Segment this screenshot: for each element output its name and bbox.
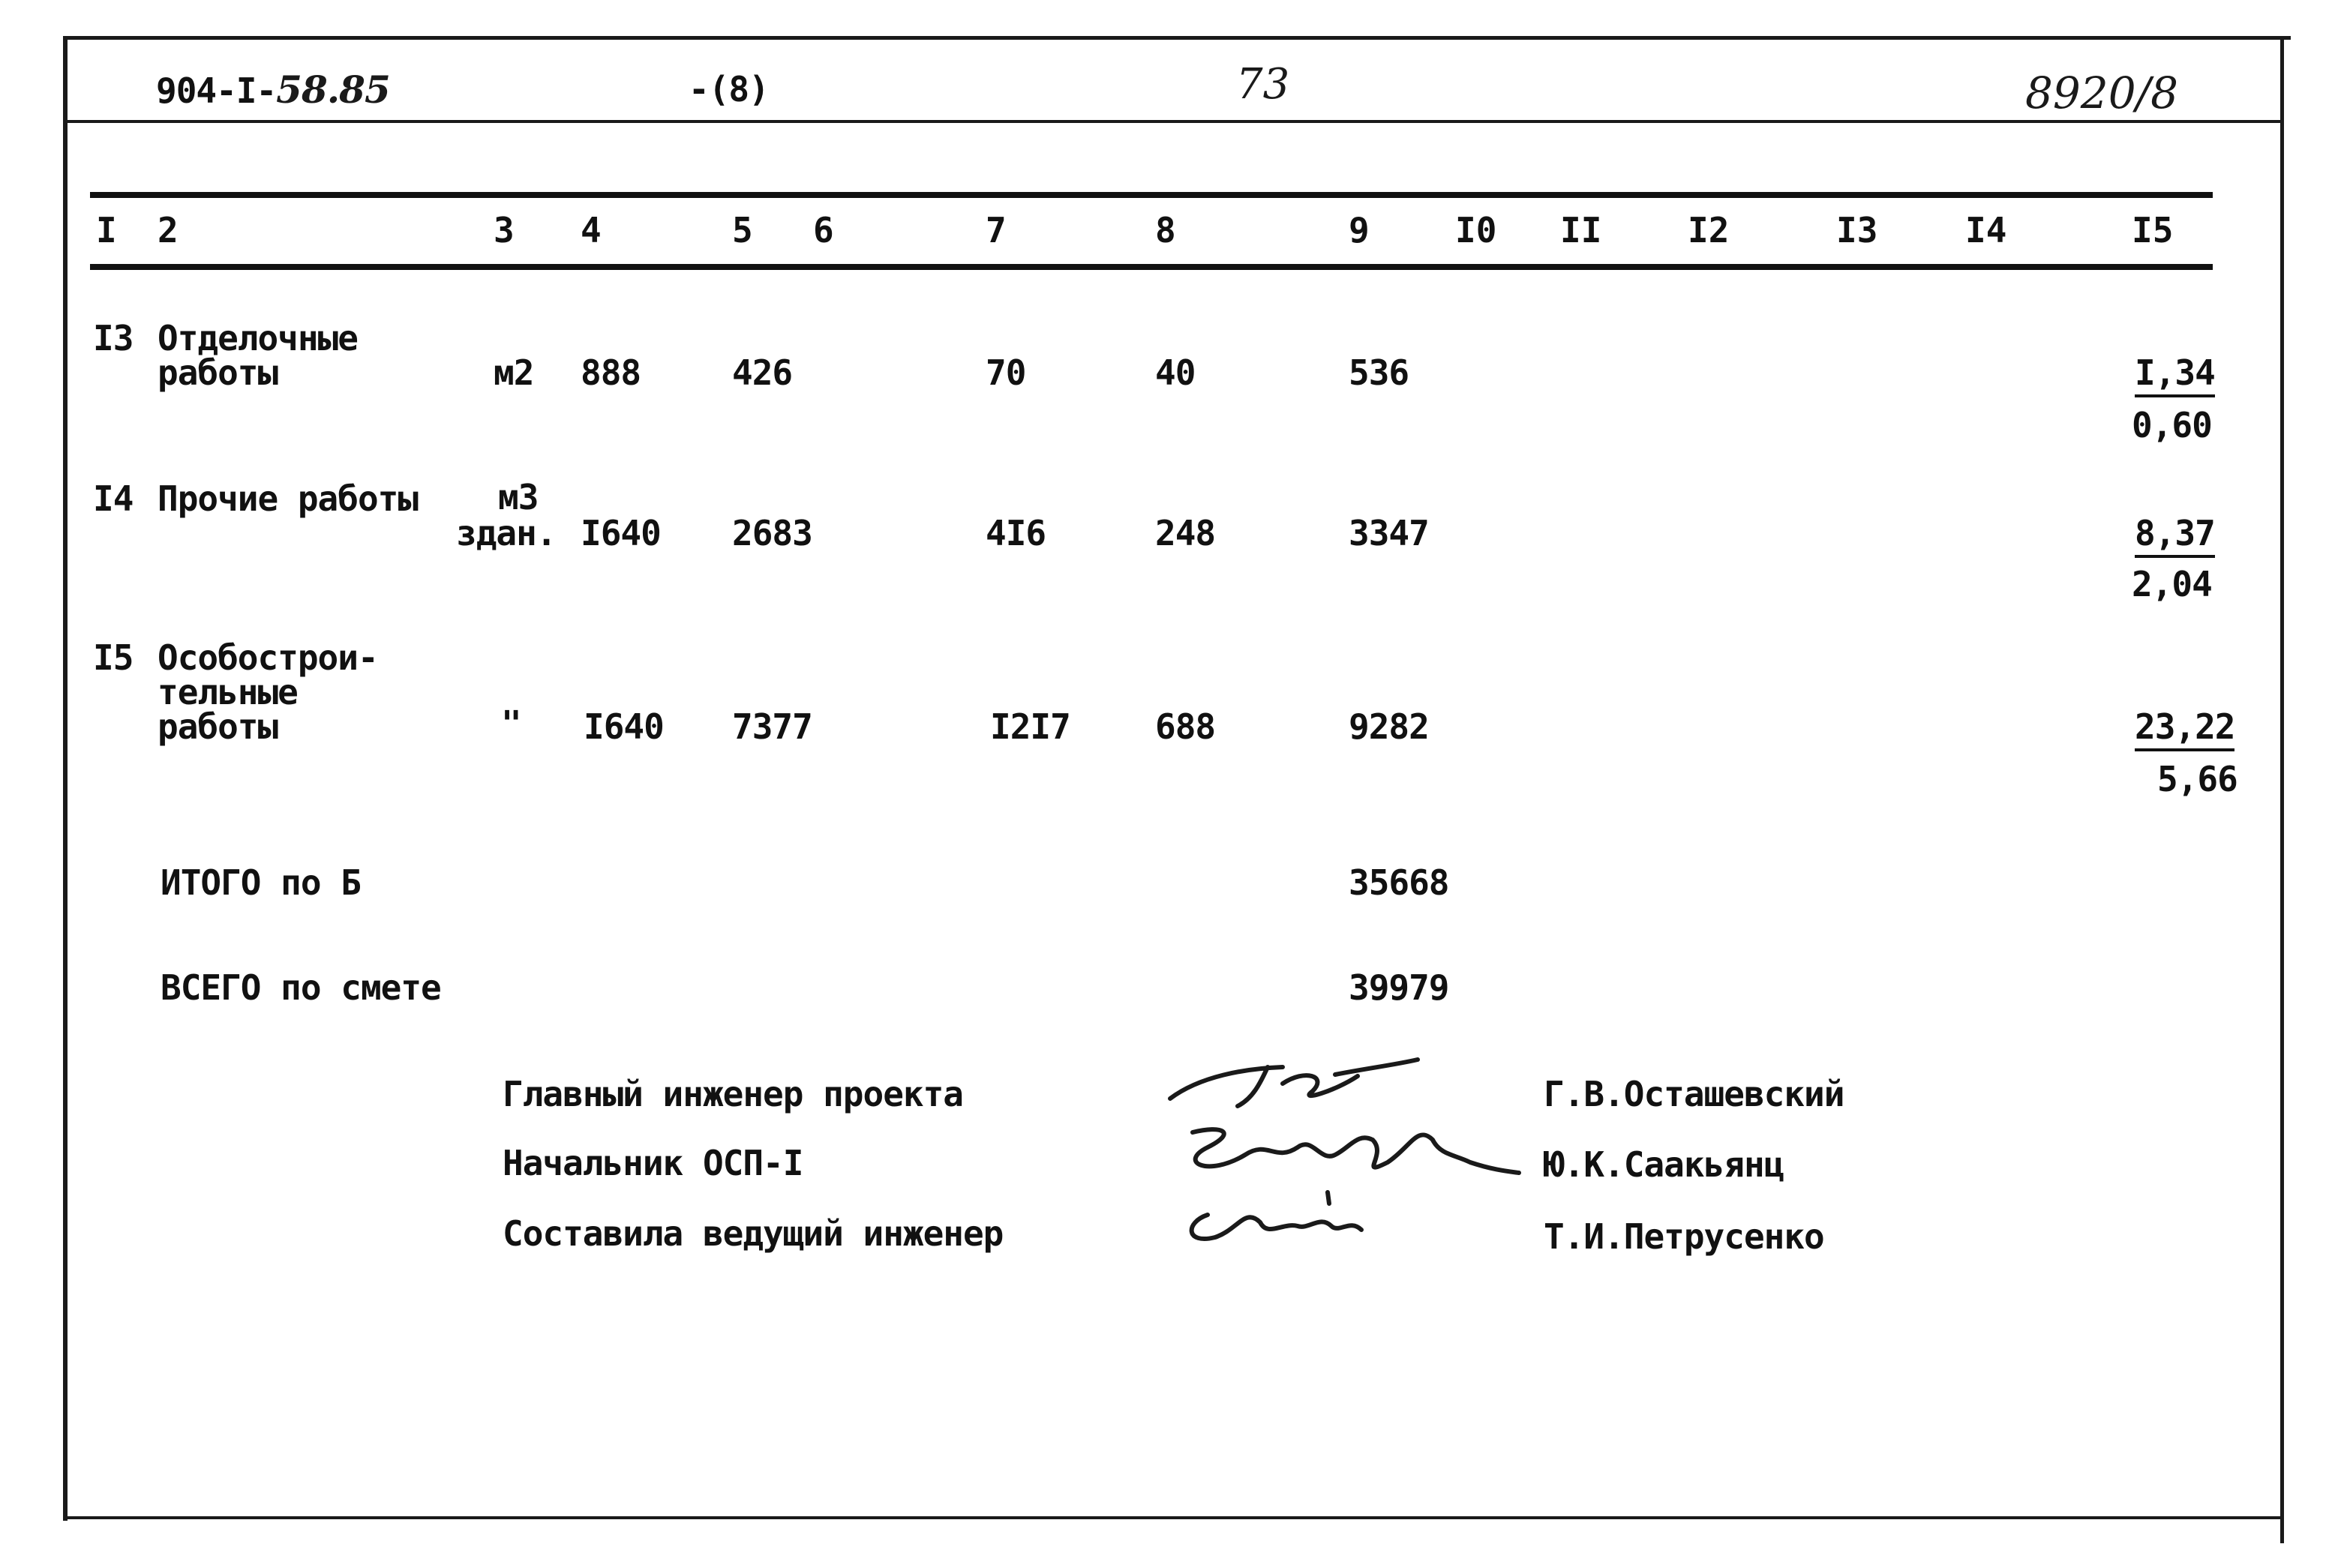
column-number: I bbox=[96, 210, 117, 250]
grand-total-label: ВСЕГО по смете bbox=[161, 967, 441, 1008]
cell-col15-bottom: 0,60 bbox=[2132, 405, 2212, 445]
cell-col5: 2683 bbox=[732, 513, 812, 553]
column-number: I5 bbox=[2132, 210, 2174, 250]
cell-col15-top: I,34 bbox=[2135, 352, 2215, 397]
row-name-line: Прочие работы bbox=[158, 478, 419, 519]
column-number: 2 bbox=[158, 210, 179, 250]
handwritten-signature bbox=[1170, 1185, 1395, 1267]
column-number: I4 bbox=[1965, 210, 2007, 250]
page-number: 73 bbox=[1236, 60, 1290, 109]
cell-col7: 4I6 bbox=[986, 513, 1046, 553]
cell-col7: I2I7 bbox=[990, 706, 1070, 747]
column-number: 8 bbox=[1155, 210, 1176, 250]
cell-col4: I640 bbox=[584, 706, 664, 747]
column-number: I0 bbox=[1455, 210, 1497, 250]
cell-col4: I640 bbox=[581, 513, 661, 553]
cell-col9: 536 bbox=[1349, 352, 1409, 393]
doc-code-printed: 904-I- bbox=[156, 70, 277, 111]
signer-name: Ю.К.Саакьянц bbox=[1544, 1144, 1784, 1185]
row-name-line: работы bbox=[158, 706, 278, 747]
page-border-top bbox=[63, 36, 2291, 40]
signer-name: Т.И.Петрусенко bbox=[1544, 1216, 1824, 1257]
table-rule-header-bottom bbox=[90, 264, 2213, 270]
handwritten-signature bbox=[1163, 1110, 1523, 1192]
column-number: 9 bbox=[1349, 210, 1370, 250]
doc-code-handwritten: 58.85 bbox=[276, 67, 390, 112]
column-number: 5 bbox=[732, 210, 753, 250]
column-number: 4 bbox=[581, 210, 602, 250]
signer-role: Начальник ОСП-I bbox=[503, 1143, 803, 1183]
header-divider bbox=[68, 120, 2280, 123]
row-number: I5 bbox=[93, 637, 134, 678]
signer-name: Г.В.Осташевский bbox=[1544, 1074, 1844, 1114]
cell-col5: 7377 bbox=[732, 706, 812, 747]
table-rule-top bbox=[90, 192, 2213, 198]
column-number: I2 bbox=[1688, 210, 1730, 250]
cell-col4: 888 bbox=[581, 352, 641, 393]
cell-col15-bottom: 2,04 bbox=[2132, 564, 2212, 604]
row-name-line: тельные bbox=[158, 672, 298, 712]
row-number: I4 bbox=[93, 478, 134, 519]
row-name-line: Особострои- bbox=[158, 637, 378, 678]
cell-col15-bottom: 5,66 bbox=[2157, 759, 2237, 799]
signer-role: Главный инженер проекта bbox=[503, 1074, 963, 1114]
column-number: I3 bbox=[1836, 210, 1878, 250]
archive-number: 8920/8 bbox=[2025, 67, 2179, 118]
row-unit-line2: здан. bbox=[456, 513, 557, 553]
page-border-right bbox=[2280, 36, 2284, 1543]
row-name-line: работы bbox=[158, 352, 278, 393]
column-number: 6 bbox=[813, 210, 834, 250]
cell-col15-top: 8,37 bbox=[2135, 513, 2215, 558]
row-name-line: Отделочные bbox=[158, 318, 358, 358]
doc-part: -(8) bbox=[689, 69, 769, 109]
row-unit: м3 bbox=[498, 477, 539, 517]
cell-col8: 40 bbox=[1155, 352, 1196, 393]
signer-role: Составила ведущий инженер bbox=[503, 1213, 1004, 1254]
total-label: ИТОГО по Б bbox=[161, 862, 361, 903]
cell-col8: 688 bbox=[1155, 706, 1216, 747]
cell-col5: 426 bbox=[732, 352, 793, 393]
column-number: 7 bbox=[986, 210, 1007, 250]
row-unit: м2 bbox=[494, 352, 534, 393]
page-border-left bbox=[63, 36, 68, 1521]
cell-col7: 70 bbox=[986, 352, 1026, 393]
row-unit: " bbox=[501, 703, 521, 744]
cell-col9: 3347 bbox=[1349, 513, 1429, 553]
cell-col8: 248 bbox=[1155, 513, 1216, 553]
cell-col15-top: 23,22 bbox=[2135, 706, 2234, 751]
row-number: I3 bbox=[93, 318, 134, 358]
cell-col9: 9282 bbox=[1349, 706, 1429, 747]
doc-code bbox=[156, 67, 390, 112]
column-number: 3 bbox=[494, 210, 515, 250]
column-number: II bbox=[1560, 210, 1602, 250]
grand-total-value: 39979 bbox=[1349, 967, 1449, 1008]
page-border-bottom bbox=[63, 1516, 2283, 1519]
total-value: 35668 bbox=[1349, 862, 1449, 903]
